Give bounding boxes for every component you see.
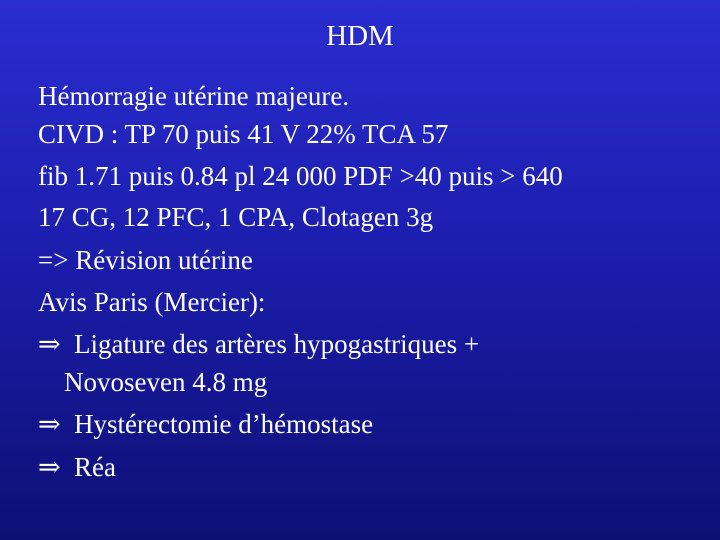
arrow-item-text: Réa — [74, 452, 116, 482]
text-line-transfusion: 17 CG, 12 PFC, 1 CPA, Clotagen 3g — [38, 202, 434, 232]
arrow-item-hysterectomy — [38, 408, 373, 440]
implies-arrow-icon: ⇒ — [38, 409, 61, 439]
arrow-item-text: Ligature des artères hypogastriques + — [74, 329, 480, 359]
text-line-hemorrhage: Hémorragie utérine majeure. — [38, 81, 350, 111]
arrow-item-ligature-continuation: Novoseven 4.8 mg — [64, 367, 268, 397]
arrow-item-ligature — [38, 328, 479, 360]
implies-arrow-icon: ⇒ — [38, 452, 61, 482]
text-line-uterine-revision: => Révision utérine — [38, 245, 253, 275]
implies-arrow-icon: ⇒ — [38, 329, 61, 359]
slide-title: HDM — [326, 20, 394, 52]
arrow-item-rea — [38, 451, 116, 483]
text-line-civd: CIVD : TP 70 puis 41 V 22% TCA 57 — [38, 119, 449, 149]
arrow-item-text: Hystérectomie d’hémostase — [74, 409, 374, 439]
text-line-paris-opinion: Avis Paris (Mercier): — [38, 287, 266, 317]
text-line-fibrinogen: fib 1.71 puis 0.84 pl 24 000 PDF >40 puis > 640 — [38, 161, 563, 191]
